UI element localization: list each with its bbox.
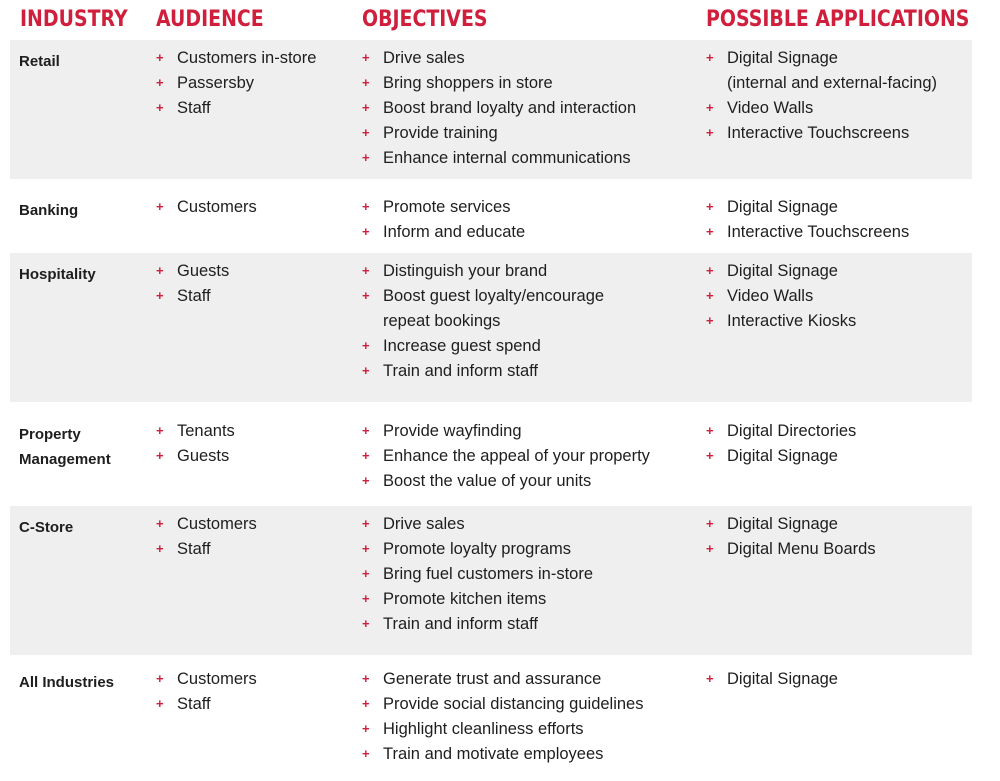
plus-icon: + xyxy=(362,472,370,488)
plus-icon: + xyxy=(362,447,370,463)
plus-icon: + xyxy=(362,590,370,606)
plus-icon: + xyxy=(156,695,164,711)
table-row-all-industries xyxy=(10,661,972,779)
applications-list xyxy=(706,419,856,469)
plus-icon: + xyxy=(706,263,714,278)
applications-list xyxy=(706,195,909,245)
plus-icon: + xyxy=(706,671,714,686)
list-item: + Digital Signage xyxy=(706,195,909,220)
audience-list xyxy=(156,512,257,562)
list-item: + Train and inform staff xyxy=(362,359,604,384)
plus-icon: + xyxy=(362,516,370,531)
plus-icon: + xyxy=(362,287,370,303)
list-item: + Passersby xyxy=(156,71,316,96)
list-item: + Bring fuel customers in-store xyxy=(362,562,593,587)
list-item: + Interactive Touchscreens xyxy=(706,220,909,245)
industry-name: Property Management xyxy=(19,426,111,468)
plus-icon: + xyxy=(156,199,164,214)
table-row-c-store xyxy=(10,506,972,655)
application-note: (internal and external-facing) xyxy=(727,73,938,92)
plus-icon: + xyxy=(706,199,714,214)
plus-icon: + xyxy=(362,263,370,278)
plus-icon: + xyxy=(362,671,370,686)
plus-icon: + xyxy=(156,423,164,438)
plus-icon: + xyxy=(706,124,714,140)
objectives-list xyxy=(362,512,593,637)
plus-icon: + xyxy=(362,223,370,239)
plus-icon: + xyxy=(156,50,164,65)
header-audience: AUDIENCE xyxy=(156,7,264,32)
plus-icon: + xyxy=(362,362,370,378)
list-item: + Provide training xyxy=(362,121,636,146)
list-item: + Digital Menu Boards xyxy=(706,537,876,562)
audience-list xyxy=(156,259,229,309)
table-header xyxy=(0,0,1000,40)
list-item: + Guests xyxy=(156,444,235,469)
list-item: + Digital Signage xyxy=(706,444,856,469)
table-row-retail xyxy=(10,40,972,179)
header-objectives: OBJECTIVES xyxy=(362,7,488,32)
industry-name: C-Store xyxy=(19,519,74,536)
list-item: + Drive sales xyxy=(362,46,636,71)
list-item: + Boost the value of your units xyxy=(362,469,650,494)
list-item: + Digital Signage (internal and external-facing) xyxy=(706,46,937,96)
list-item: + Tenants xyxy=(156,419,235,444)
plus-icon: + xyxy=(706,312,714,328)
list-item: + Promote services xyxy=(362,195,525,220)
list-item: + Highlight cleanliness efforts xyxy=(362,717,644,742)
list-item: + Staff xyxy=(156,692,257,717)
plus-icon: + xyxy=(706,540,714,556)
plus-icon: + xyxy=(706,287,714,303)
plus-icon: + xyxy=(362,99,370,115)
plus-icon: + xyxy=(706,447,714,463)
list-item: + Staff xyxy=(156,537,257,562)
plus-icon: + xyxy=(156,263,164,278)
plus-icon: + xyxy=(362,199,370,214)
list-item: + Distinguish your brand xyxy=(362,259,604,284)
list-item: + Customers in-store xyxy=(156,46,316,71)
list-item: + Digital Signage xyxy=(706,259,856,284)
plus-icon: + xyxy=(362,695,370,711)
list-item: + Customers xyxy=(156,512,257,537)
list-item: + Guests xyxy=(156,259,229,284)
industry-name: Retail xyxy=(19,53,60,70)
objective-note: repeat bookings xyxy=(383,311,501,330)
plus-icon: + xyxy=(362,615,370,631)
list-item: + Interactive Touchscreens xyxy=(706,121,937,146)
audience-list xyxy=(156,667,257,717)
table-row-banking xyxy=(10,189,972,253)
plus-icon: + xyxy=(156,99,164,115)
list-item: + Bring shoppers in store xyxy=(362,71,636,96)
plus-icon: + xyxy=(362,50,370,65)
plus-icon: + xyxy=(706,99,714,115)
plus-icon: + xyxy=(706,423,714,438)
list-item: + Increase guest spend xyxy=(362,334,604,359)
header-applications: POSSIBLE APPLICATIONS xyxy=(706,7,970,32)
table-row-hospitality xyxy=(10,253,972,402)
plus-icon: + xyxy=(362,423,370,438)
objectives-list xyxy=(362,195,525,245)
plus-icon: + xyxy=(362,540,370,556)
list-item: + Video Walls xyxy=(706,284,856,309)
list-item: + Enhance the appeal of your property xyxy=(362,444,650,469)
list-item: + Boost brand loyalty and interaction xyxy=(362,96,636,121)
plus-icon: + xyxy=(362,74,370,90)
plus-icon: + xyxy=(706,50,714,65)
header-industry: INDUSTRY xyxy=(20,7,128,32)
objectives-list xyxy=(362,259,604,384)
plus-icon: + xyxy=(156,540,164,556)
list-item: + Customers xyxy=(156,195,257,220)
list-item: + Staff xyxy=(156,284,229,309)
plus-icon: + xyxy=(362,565,370,581)
plus-icon: + xyxy=(706,516,714,531)
applications-list xyxy=(706,667,838,692)
plus-icon: + xyxy=(156,516,164,531)
industry-name: Hospitality xyxy=(19,266,96,283)
plus-icon: + xyxy=(362,149,370,165)
list-item: + Interactive Kiosks xyxy=(706,309,856,334)
list-item: + Generate trust and assurance xyxy=(362,667,644,692)
list-item: + Promote kitchen items xyxy=(362,587,593,612)
audience-list xyxy=(156,46,316,121)
objectives-list xyxy=(362,46,636,171)
plus-icon: + xyxy=(156,74,164,90)
list-item: + Provide social distancing guidelines xyxy=(362,692,644,717)
plus-icon: + xyxy=(706,223,714,239)
objectives-list xyxy=(362,419,650,494)
list-item: + Promote loyalty programs xyxy=(362,537,593,562)
list-item: + Train and motivate employees xyxy=(362,742,644,767)
plus-icon: + xyxy=(156,447,164,463)
applications-list xyxy=(706,46,937,146)
list-item: + Digital Signage xyxy=(706,667,838,692)
audience-list xyxy=(156,195,257,220)
plus-icon: + xyxy=(362,720,370,736)
list-item: + Provide wayfinding xyxy=(362,419,650,444)
industry-name: Banking xyxy=(19,202,79,219)
applications-list xyxy=(706,259,856,334)
list-item: + Digital Signage xyxy=(706,512,876,537)
list-item: + Train and inform staff xyxy=(362,612,593,637)
list-item: + Video Walls xyxy=(706,96,937,121)
list-item: + Digital Directories xyxy=(706,419,856,444)
list-item: + Staff xyxy=(156,96,316,121)
list-item: + Inform and educate xyxy=(362,220,525,245)
plus-icon: + xyxy=(362,337,370,353)
plus-icon: + xyxy=(156,287,164,303)
objectives-list xyxy=(362,667,644,767)
applications-list xyxy=(706,512,876,562)
plus-icon: + xyxy=(362,745,370,761)
list-item: + Enhance internal communications xyxy=(362,146,636,171)
list-item: + Customers xyxy=(156,667,257,692)
list-item: + Boost guest loyalty/encourage repeat bookings xyxy=(362,284,604,334)
list-item: + Drive sales xyxy=(362,512,593,537)
plus-icon: + xyxy=(156,671,164,686)
audience-list xyxy=(156,419,235,469)
industry-name: All Industries xyxy=(19,674,115,691)
table-row-property-management xyxy=(10,413,972,506)
plus-icon: + xyxy=(362,124,370,140)
